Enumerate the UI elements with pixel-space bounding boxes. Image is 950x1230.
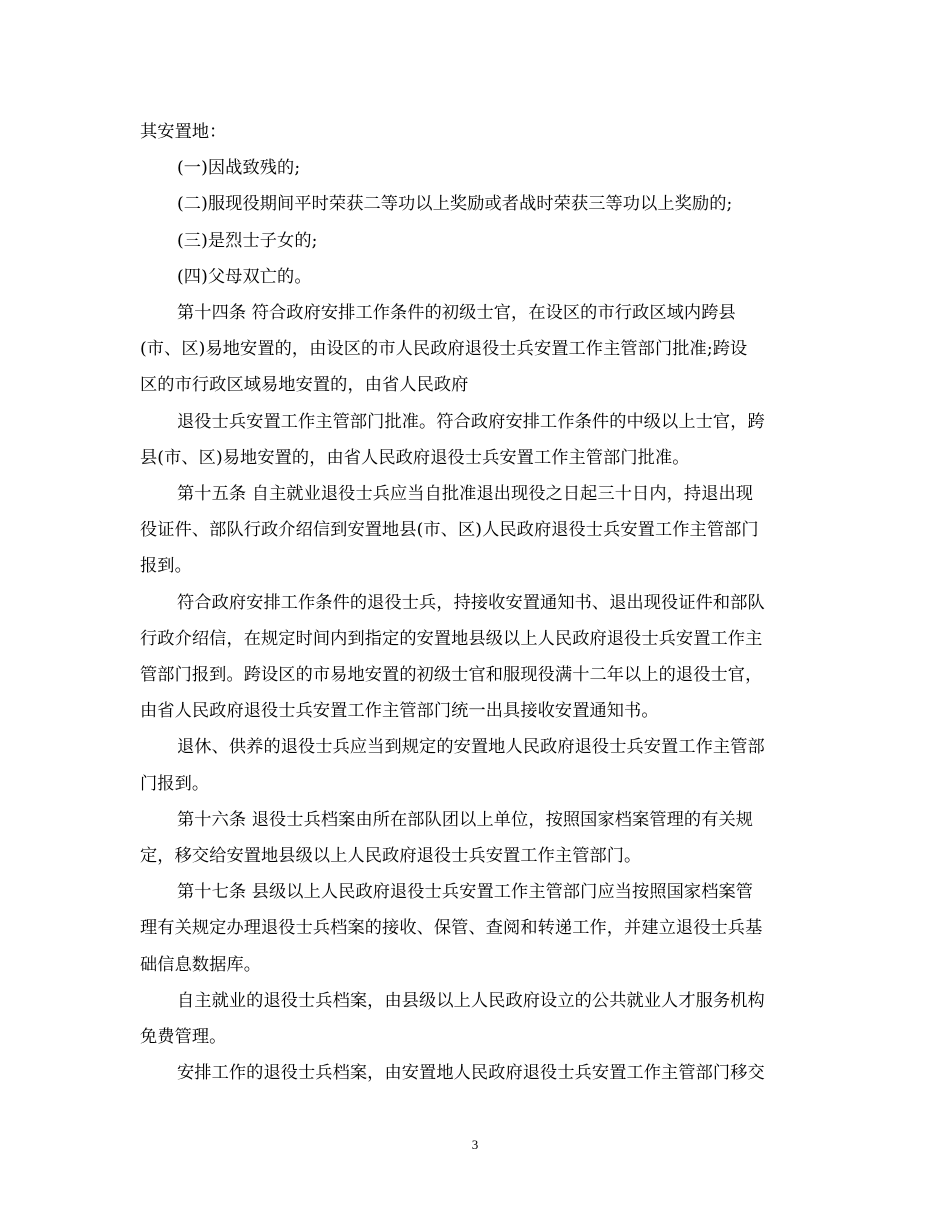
text-line: 报到。 [140, 556, 192, 577]
text-line: (四)父母双亡的。 [177, 266, 312, 287]
text-line: 退役士兵安置工作主管部门批准。符合政府安排工作条件的中级以上士官，跨 [177, 411, 765, 432]
text-line: (一)因战致残的; [177, 158, 301, 179]
text-line: (三)是烈士子女的; [177, 230, 318, 251]
text-line: 理有关规定办理退役士兵档案的接收、保管、查阅和转递工作，并建立退役士兵基 [140, 918, 763, 939]
text-line: 符合政府安排工作条件的退役士兵，持接收安置通知书、退出现役证件和部队 [177, 592, 765, 613]
text-line: 区的市行政区域易地安置的，由省人民政府 [140, 375, 469, 396]
text-line: 行政介绍信，在规定时间内到指定的安置地县级以上人民政府退役士兵安置工作主 [140, 628, 763, 649]
text-line: 役证件、部队行政介绍信到安置地县(市、区)人民政府退役士兵安置工作主管部门 [140, 520, 759, 541]
text-line: 县(市、区)易地安置的，由省人民政府退役士兵安置工作主管部门批准。 [140, 447, 690, 468]
text-line: 管部门报到。跨设区的市易地安置的初级士官和服现役满十二年以上的退役士官， [140, 665, 763, 686]
text-line: 础信息数据库。 [140, 954, 262, 975]
text-line: 安排工作的退役士兵档案，由安置地人民政府退役士兵安置工作主管部门移交 [177, 1063, 765, 1084]
page-number: 3 [471, 1137, 479, 1152]
document-body [140, 114, 815, 1091]
text-line: 由省人民政府退役士兵安置工作主管部门统一出具接收安置通知书。 [140, 701, 659, 722]
text-line: 门报到。 [140, 773, 210, 794]
text-line: 其安置地： [140, 122, 227, 142]
text-line: 退休、供养的退役士兵应当到规定的安置地人民政府退役士兵安置工作主管部 [177, 737, 765, 758]
text-line: 第十五条 自主就业退役士兵应当自批准退出现役之日起三十日内，持退出现 [177, 484, 754, 505]
text-line: (二)服现役期间平时荣获二等功以上奖励或者战时荣获三等功以上奖励的; [177, 194, 733, 215]
text-line: 第十六条 退役士兵档案由所在部队团以上单位，按照国家档案管理的有关规 [177, 809, 754, 830]
text-line: 定，移交给安置地县级以上人民政府退役士兵安置工作主管部门。 [140, 846, 642, 867]
text-line: 免费管理。 [140, 1027, 227, 1048]
text-line: 第十七条 县级以上人民政府退役士兵安置工作主管部门应当按照国家档案管 [177, 882, 754, 903]
text-line: (市、区)易地安置的，由设区的市人民政府退役士兵安置工作主管部门批准;跨设 [140, 339, 748, 360]
text-line: 第十四条 符合政府安排工作条件的初级士官，在设区的市行政区域内跨县 [177, 303, 736, 324]
text-line: 自主就业的退役士兵档案，由县级以上人民政府设立的公共就业人才服务机构 [177, 990, 765, 1011]
